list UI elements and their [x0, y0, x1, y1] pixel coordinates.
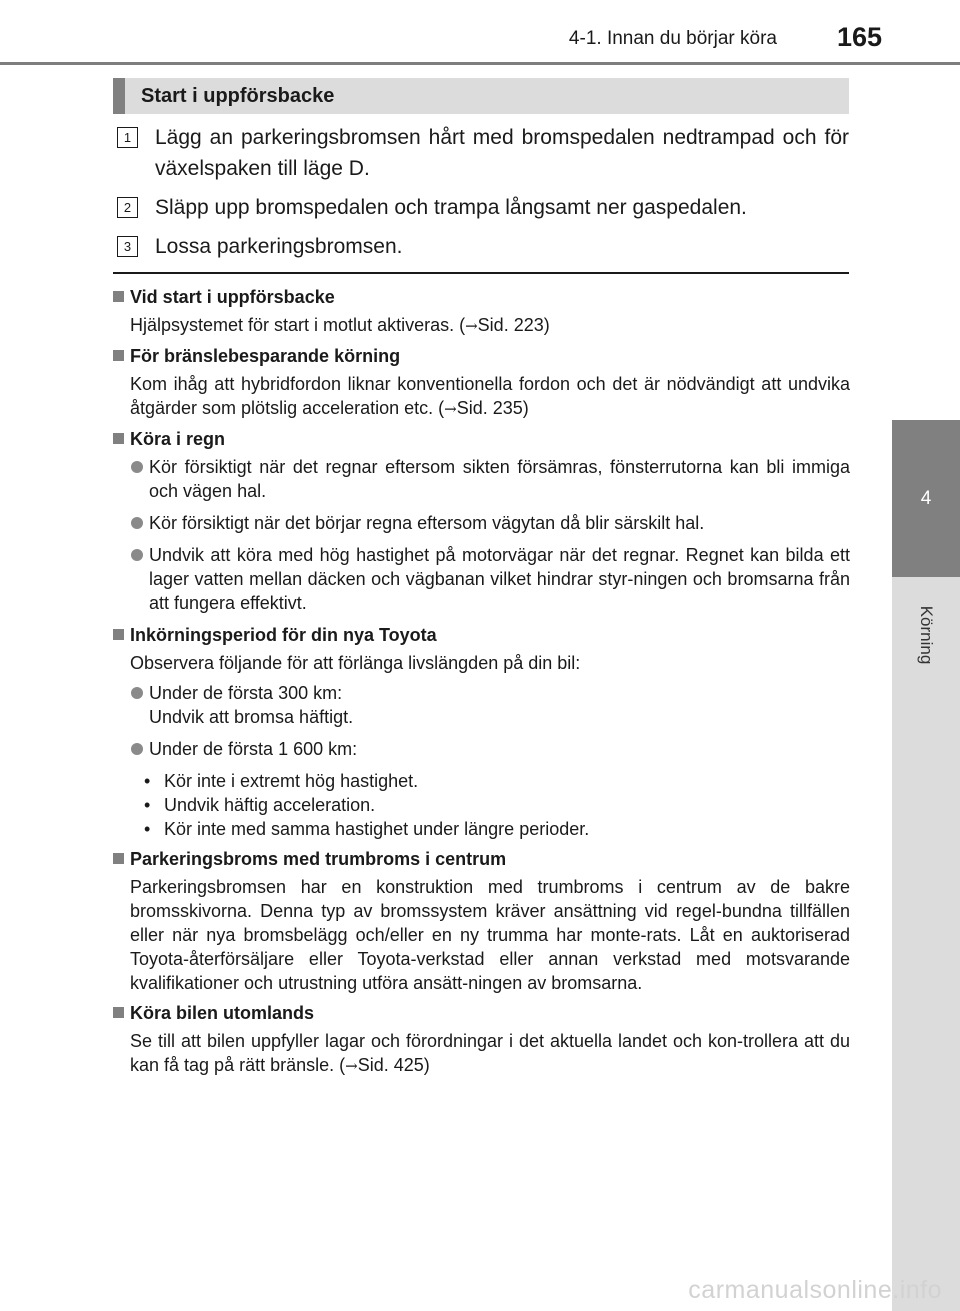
watermark: carmanualsonline.info [688, 1276, 942, 1304]
dot-bullet-icon: • [144, 795, 151, 815]
list-item [110, 737, 850, 761]
side-tab-number: 4 [920, 487, 932, 509]
sub-list-item [130, 793, 850, 817]
square-bullet-icon [113, 1007, 124, 1018]
step-item [117, 122, 849, 184]
note-heading [110, 1001, 850, 1025]
note-heading [110, 427, 850, 451]
side-tab-label-area [892, 577, 960, 1311]
note-heading [110, 847, 850, 871]
section-divider [113, 272, 849, 274]
bullet-text: Kör försiktigt när det börjar regna eftersom vägytan då blir särskilt hal. [149, 513, 705, 533]
note-title: Vid start i uppförsbacke [130, 287, 335, 307]
sub-bullet-text: Kör inte i extremt hög hastighet. [164, 771, 419, 791]
note-fuel-economy [110, 344, 850, 421]
bullet-text: Kör försiktigt när det regnar eftersom sikten försämras, fönsterrutorna kan bli immiga och vägen hal. [149, 457, 850, 501]
circle-bullet-icon [131, 743, 143, 755]
step-item [117, 231, 849, 262]
note-body [110, 313, 850, 338]
header-rule [0, 62, 960, 65]
arrow-icon: → [465, 317, 478, 335]
notes-list [110, 285, 850, 1084]
sub-bullet-text: Kör inte med samma hastighet under längre perioder. [164, 819, 590, 839]
note-text: Se till att bilen uppfyller lagar och förordningar i det aktuella landet och kon-trollera att du kan få tag på rätt bränsle. ( [130, 1031, 850, 1075]
step-number: 1 [117, 127, 138, 148]
page-reference-link[interactable]: Sid. 223) [477, 315, 550, 335]
sub-list-item [130, 769, 850, 793]
note-heading [110, 344, 850, 368]
note-heading [110, 623, 850, 647]
square-bullet-icon [113, 433, 124, 444]
dot-bullet-icon: • [144, 771, 151, 791]
square-bullet-icon [113, 350, 124, 361]
square-bullet-icon [113, 291, 124, 302]
note-text: Hjälpsystemet för start i motlut aktiveras. ( [130, 315, 466, 335]
note-abroad [110, 1001, 850, 1078]
note-hill-start [110, 285, 850, 338]
page-reference-link[interactable]: Sid. 235) [456, 398, 529, 418]
bullet-text: Undvik att köra med hög hastighet på motorvägar när det regnar. Regnet kan bilda ett lager vatten mellan däcken och vägbanan vilket hindrar styr-ningen och bromsarna från att fungera effektivt. [149, 545, 850, 613]
step-item [117, 192, 849, 223]
page-reference-link[interactable]: Sid. 425) [357, 1055, 430, 1075]
note-title: Köra i regn [130, 429, 226, 449]
step-text: Lossa parkeringsbromsen. [155, 235, 403, 258]
sub-bullet-text: Undvik häftig acceleration. [164, 795, 376, 815]
sub-list-item [130, 817, 850, 841]
list-item [110, 543, 850, 615]
sub-list [110, 769, 850, 841]
note-title: För bränslebesparande körning [130, 346, 401, 366]
note-drum-brake [110, 847, 850, 995]
step-number: 3 [117, 236, 138, 257]
chapter-title: 4-1. Innan du börjar köra [568, 28, 777, 49]
note-title: Inkörningsperiod för din nya Toyota [130, 625, 437, 645]
steps-list [117, 122, 849, 270]
note-body [110, 1029, 850, 1078]
circle-bullet-icon [131, 517, 143, 529]
circle-bullet-icon [131, 549, 143, 561]
bullet-text: Under de första 300 km: [149, 683, 343, 703]
bullet-text: Under de första 1 600 km: [149, 739, 358, 759]
square-bullet-icon [113, 853, 124, 864]
circle-bullet-icon [131, 687, 143, 699]
circle-bullet-icon [131, 461, 143, 473]
bullet-text: Undvik att bromsa häftigt. [149, 707, 354, 727]
side-tab-label: Körning [917, 605, 936, 665]
section-header [113, 78, 849, 114]
page-number: 165 [836, 22, 882, 52]
step-text: Lägg an parkeringsbromsen hårt med bromspedalen nedtrampad och för växelspaken till läge D. [155, 126, 849, 180]
arrow-icon: → [345, 1057, 358, 1075]
step-number: 2 [117, 197, 138, 218]
note-title: Köra bilen utomlands [130, 1003, 315, 1023]
note-title: Parkeringsbroms med trumbroms i centrum [130, 849, 507, 869]
side-tab-chapter[interactable] [892, 420, 960, 577]
list-item [110, 455, 850, 503]
note-body: Observera följande för att förlänga livslängden på din bil: [130, 653, 581, 673]
note-text: Kom ihåg att hybridfordon liknar konventionella fordon och det är nödvändigt att undvika åtgärder som plötslig acceleration etc. ( [130, 374, 850, 418]
list-item [110, 681, 850, 729]
note-rain [110, 427, 850, 615]
square-bullet-icon [113, 629, 124, 640]
note-break-in [110, 623, 850, 841]
arrow-icon: → [444, 400, 457, 418]
section-title: Start i uppförsbacke [141, 85, 335, 107]
dot-bullet-icon: • [144, 819, 151, 839]
note-heading [110, 285, 850, 309]
step-text: Släpp upp bromspedalen och trampa långsamt ner gaspedalen. [155, 196, 747, 219]
list-item [110, 511, 850, 535]
note-body [110, 372, 850, 421]
note-body: Parkeringsbromsen har en konstruktion med trumbroms i centrum av de bakre bromsskivorna. Denna typ av bromssystem kräver ansättning vid regel-bundna tillfällen eller när nya bromsbelägg och/eller en ny trumma har monte-rats. Låt en auktoriserad Toyota-återförsäljare eller Toyota-verkstad eller annan verkstad med motsvarande kvalifikationer och utrustning utföra ansätt-ningen av bromsarna. [130, 877, 850, 993]
